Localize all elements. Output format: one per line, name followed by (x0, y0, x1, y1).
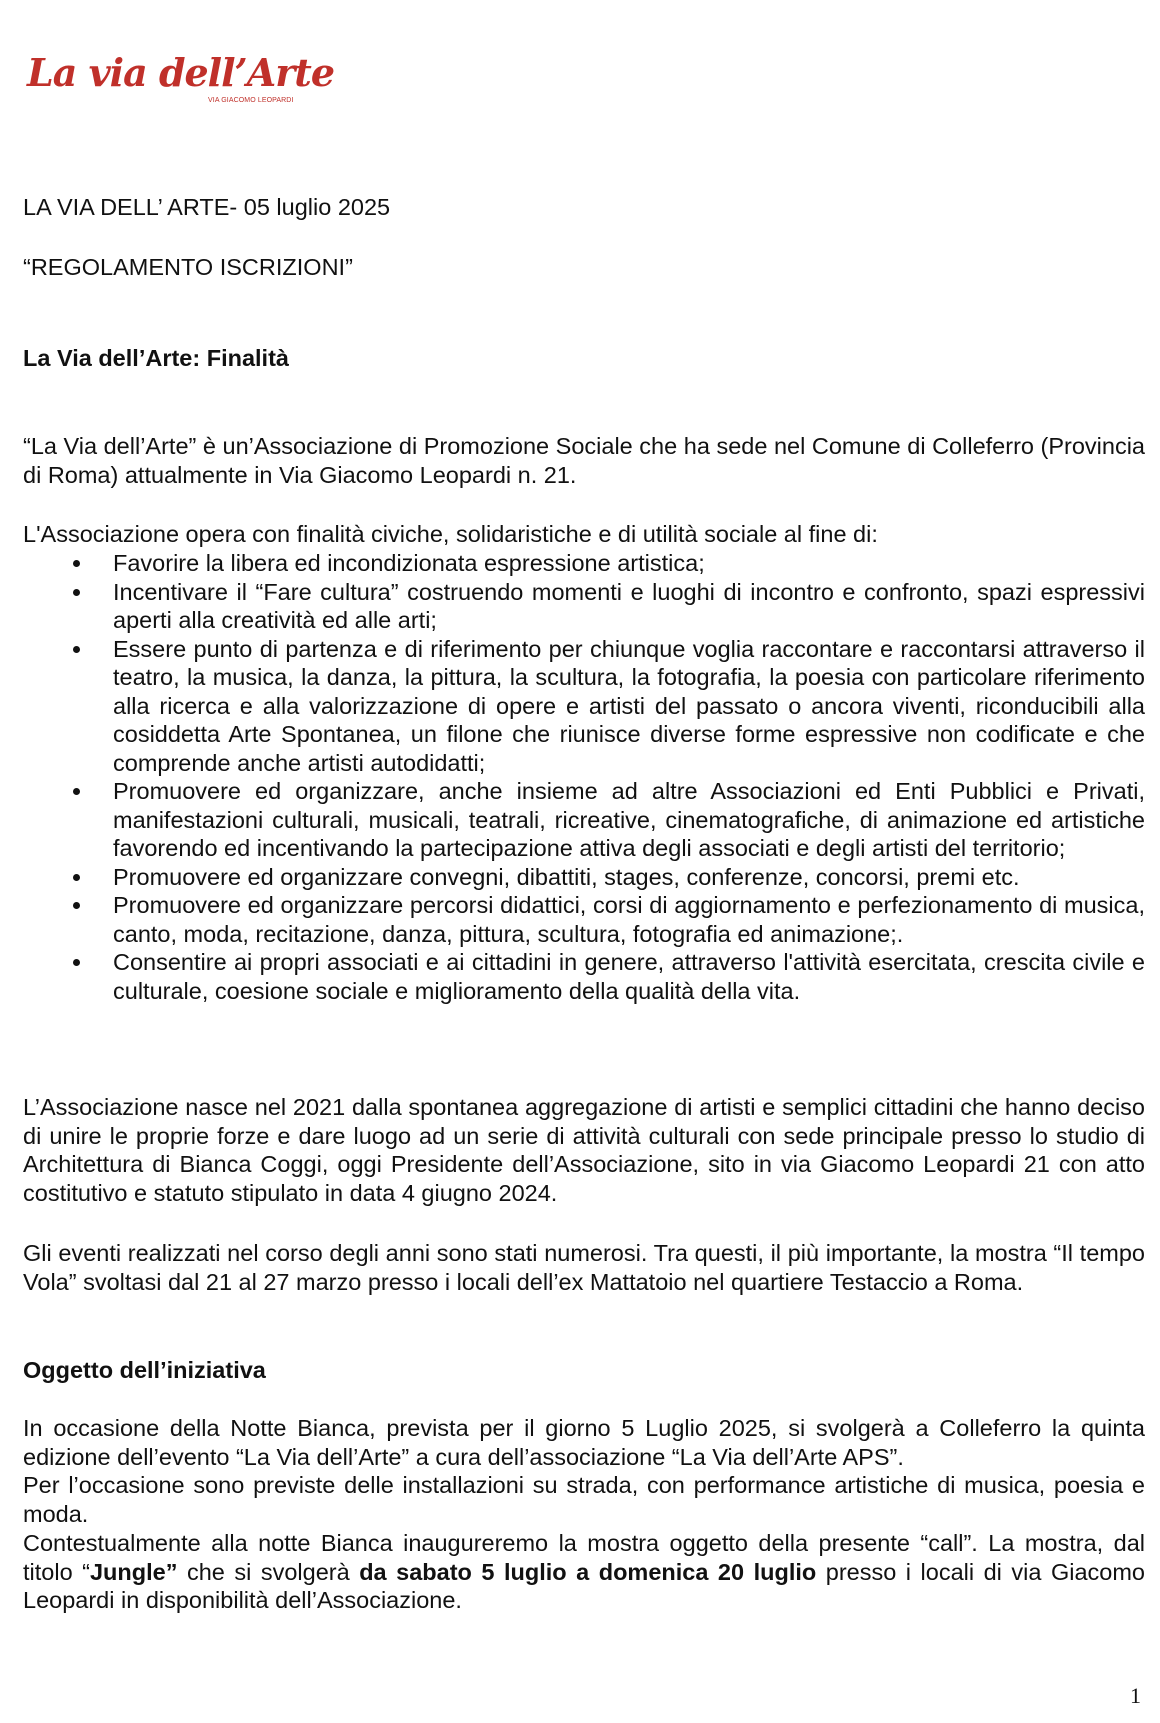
document-date-line: LA VIA DELL’ ARTE- 05 luglio 2025 (23, 194, 391, 220)
exhibition-title: Jungle” (89, 1558, 178, 1585)
initiative-paragraph-3: Contestualmente alla notte Bianca inaugureremo la mostra oggetto della presente “call”. La mostra, dal titolo “Jungle” che si svolgerà da sabato 5 luglio a domenica 20 luglio presso i locali di via Giacomo Leopardi in disponibilità dell’Associazione. (23, 1530, 1145, 1613)
document-title: “REGOLAMENTO ISCRIZIONI” (23, 254, 353, 280)
bullet-icon (73, 959, 80, 966)
initiative-paragraph-1: In occasione della Notte Bianca, prevista per il giorno 5 Luglio 2025, si svolgerà a Colleferro la quinta edizione dell’evento “La Via dell’Arte” a cura dell’associazione “La Via dell’Arte APS”. (23, 1415, 1145, 1470)
bullet-icon (73, 589, 80, 596)
list-item: Promuovere ed organizzare convegni, dibattiti, stages, conferenze, concorsi, premi etc. (23, 863, 1145, 892)
list-item: Essere punto di partenza e di riferimento per chiunque voglia raccontare e raccontarsi attraverso il teatro, la musica, la danza, la pittura, la scultura, la fotografia, la poesia con particolare riferimento alla ricerca e alla valorizzazione di opere e artisti del passato o ancora viventi, riconducibili alla cosiddetta Arte Spontanea, un filone che riunisce diverse forme espressive non codificate e che comprende anche artisti autodidatti; (23, 635, 1145, 778)
bullet-icon (73, 902, 80, 909)
aims-list (23, 549, 1145, 1005)
logo-title: La via dell’Arte (27, 50, 335, 95)
list-item: Promuovere ed organizzare, anche insieme ad altre Associazioni ed Enti Pubblici e Privati, manifestazioni culturali, musicali, teatrali, ricreative, cinematografiche, di animazione ed artistiche favorendo ed incentivando la partecipazione attiva degli associati e degli artisti del territorio; (23, 777, 1145, 863)
exhibition-dates: da sabato 5 luglio a domenica 20 luglio (359, 1558, 817, 1585)
bullet-icon (73, 646, 80, 653)
intro-paragraph: “La Via dell’Arte” è un’Associazione di Promozione Sociale che ha sede nel Comune di Colleferro (Provincia di Roma) attualmente in Via Giacomo Leopardi n. 21. (23, 433, 1145, 488)
bullet-icon (73, 788, 80, 795)
list-item: Consentire ai propri associati e ai cittadini in genere, attraverso l'attività esercitata, crescita civile e culturale, coesione sociale e miglioramento della qualità della vita. (23, 948, 1145, 1005)
bullet-icon (73, 874, 80, 881)
page-number: 1 (1130, 1683, 1141, 1708)
events-paragraph: Gli eventi realizzati nel corso degli anni sono stati numerosi. Tra questi, il più importante, la mostra “Il tempo Vola” svoltasi dal 21 al 27 marzo presso i locali dell’ex Mattatoio nel quartiere Testaccio a Roma. (23, 1240, 1145, 1295)
history-paragraph: L’Associazione nasce nel 2021 dalla spontanea aggregazione di artisti e semplici cittadini che hanno deciso di unire le proprie forze e dare luogo ad un serie di attività culturali con sede principale presso lo studio di Architettura di Bianca Coggi, oggi Presidente dell’Associazione, sito in via Giacomo Leopardi 21 con atto costitutivo e statuto stipulato in data 4 giugno 2024. (23, 1094, 1145, 1206)
section-heading-finalita: La Via dell’Arte: Finalità (23, 345, 289, 371)
list-item: Promuovere ed organizzare percorsi didattici, corsi di aggiornamento e perfezionamento di musica, canto, moda, recitazione, danza, pittura, scultura, fotografia ed animazione;. (23, 891, 1145, 948)
list-item: Favorire la libera ed incondizionata espressione artistica; (23, 549, 1145, 578)
bullet-icon (73, 560, 80, 567)
initiative-paragraph-2: Per l’occasione sono previste delle installazioni su strada, con performance artistiche di musica, poesia e moda. (23, 1472, 1145, 1527)
aims-lead-paragraph: L'Associazione opera con finalità civiche, solidaristiche e di utilità sociale al fine di: (23, 521, 878, 547)
list-item: Incentivare il “Fare cultura” costruendo momenti e luoghi di incontro e confronto, spazi espressivi aperti alla creatività ed alle arti; (23, 578, 1145, 635)
association-logo (27, 50, 335, 112)
logo-subtitle: VIA GIACOMO LEOPARDI (208, 97, 294, 104)
section-heading-oggetto: Oggetto dell’iniziativa (23, 1357, 266, 1383)
